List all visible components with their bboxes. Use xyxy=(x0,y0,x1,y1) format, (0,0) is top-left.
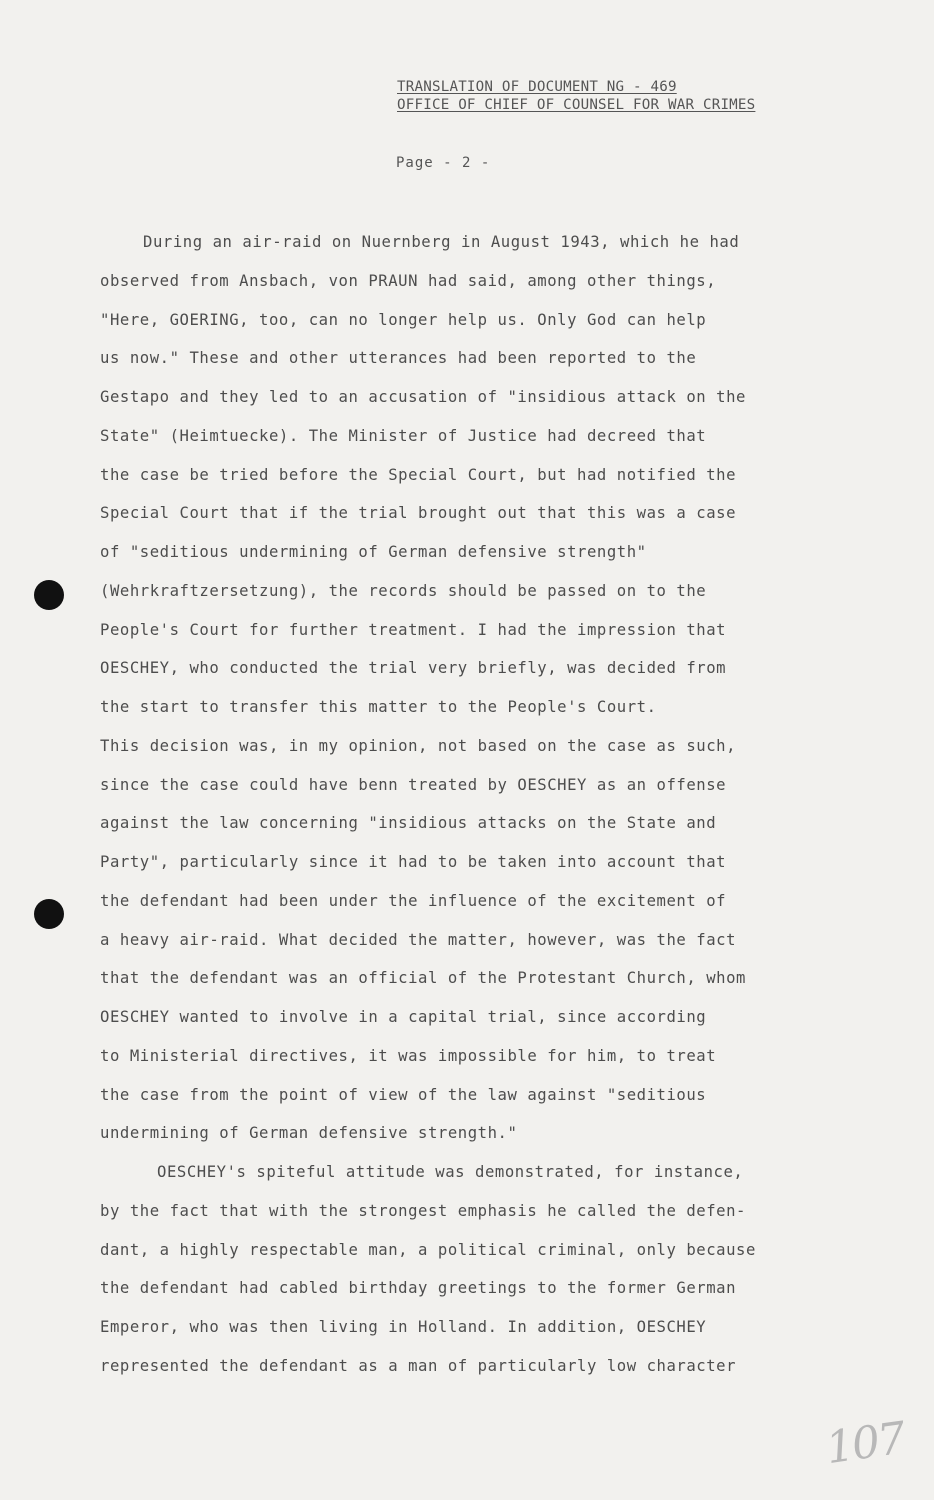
body-line: Emperor, who was then living in Holland. In addition, OESCHEY xyxy=(100,1318,707,1336)
document-header xyxy=(397,78,917,114)
body-line: a heavy air-raid. What decided the matter, however, was the fact xyxy=(100,930,737,949)
body-line: represented the defendant as a man of particularly low character xyxy=(100,1356,737,1375)
header-office-line: OFFICE OF CHIEF OF COUNSEL FOR WAR CRIMES xyxy=(397,97,756,113)
body-line: the defendant had been under the influence of the excitement of xyxy=(100,891,727,910)
body-line: us now." These and other utterances had been reported to the xyxy=(100,349,697,368)
body-line: OESCHEY wanted to involve in a capital trial, since according xyxy=(100,1008,707,1026)
body-line: People's Court for further treatment. I had the impression that xyxy=(100,620,727,639)
body-line: undermining of German defensive strength." xyxy=(100,1124,518,1143)
body-line: since the case could have benn treated by OESCHEY as an offense xyxy=(100,775,727,794)
body-line: the case from the point of view of the law against "seditious xyxy=(100,1085,707,1104)
body-line: This decision was, in my opinion, not based on the case as such, xyxy=(100,736,737,755)
header-translation-line: TRANSLATION OF DOCUMENT NG - 469 xyxy=(397,79,677,95)
body-line: dant, a highly respectable man, a political criminal, only because xyxy=(100,1240,756,1259)
body-line: to Ministerial directives, it was impossible for him, to treat xyxy=(100,1046,717,1065)
page-number: Page - 2 - xyxy=(396,155,491,171)
handwritten-page-number: 107 xyxy=(822,1412,908,1475)
body-line: Party", particularly since it had to be taken into account that xyxy=(100,853,727,871)
body-line: by the fact that with the strongest emphasis he called the defen- xyxy=(100,1201,746,1220)
body-line: Special Court that if the trial brought out that this was a case xyxy=(100,504,737,523)
body-line: against the law concerning "insidious attacks on the State and xyxy=(100,814,717,833)
body-line: OESCHEY's spiteful attitude was demonstrated, for instance, xyxy=(157,1163,744,1181)
body-line: State" (Heimtuecke). The Minister of Justice had decreed that xyxy=(100,426,707,445)
punch-hole-top xyxy=(34,580,64,610)
punch-hole-bottom xyxy=(34,899,64,929)
body-line: observed from Ansbach, von PRAUN had said, among other things, xyxy=(100,271,717,290)
body-line: the defendant had cabled birthday greetings to the former German xyxy=(100,1279,737,1298)
body-line: of "seditious undermining of German defensive strength" xyxy=(100,543,647,561)
body-line: OESCHEY, who conducted the trial very briefly, was decided from xyxy=(100,659,727,678)
body-line: "Here, GOERING, too, can no longer help us. Only God can help xyxy=(100,310,707,329)
body-text xyxy=(100,230,860,1393)
body-line: Gestapo and they led to an accusation of "insidious attack on the xyxy=(100,388,746,406)
body-line: the start to transfer this matter to the People's Court. xyxy=(100,698,657,716)
body-line: that the defendant was an official of the Protestant Church, whom xyxy=(100,969,746,988)
body-line: During an air-raid on Nuernberg in August 1943, which he had xyxy=(143,233,740,251)
body-line: the case be tried before the Special Court, but had notified the xyxy=(100,465,737,484)
body-line: (Wehrkraftzersetzung), the records should be passed on to the xyxy=(100,581,707,600)
